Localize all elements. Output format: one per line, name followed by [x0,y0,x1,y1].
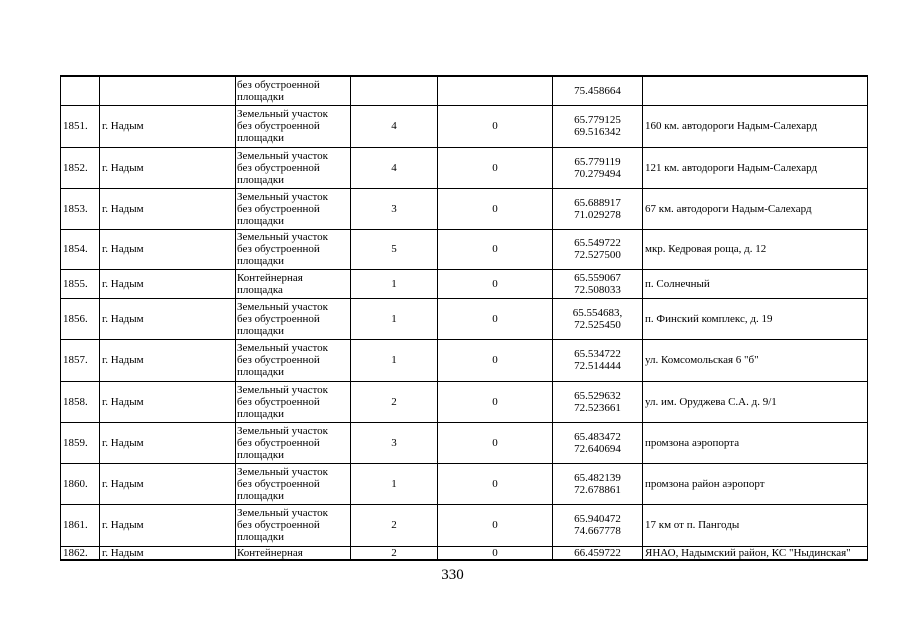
cell-containers: 4 [351,147,438,188]
cell-line: 65.940472 [574,513,621,525]
table-row [61,105,868,147]
cell-city: г. Надым [100,147,236,188]
table-row [61,76,868,105]
cell-site-type [236,147,351,188]
cell-volume: 0 [438,339,553,381]
cell-line: 74.667778 [574,525,621,537]
cell-line: 72.525450 [574,318,621,331]
cell-site-type [236,188,351,229]
cell-line: Земельный участок [237,507,328,519]
cell-line: Контейнерная [237,271,303,284]
cell-city: г. Надым [100,298,236,339]
cell-line: 70.279494 [574,167,621,180]
cell-site-type [236,546,351,560]
cell-number: 1857. [61,339,100,381]
cell-line: без обустроенной [237,202,320,215]
cell-site-type [236,229,351,269]
cell-containers: 1 [351,463,438,504]
cell-line: без обустроенной [237,354,320,366]
cell-coordinates [553,269,643,298]
cell-line: 65.549722 [574,237,621,249]
cell-line: 65.483472 [574,430,621,443]
cell-number: 1862. [61,546,100,560]
cell-volume: 0 [438,381,553,422]
table-row [61,269,868,298]
cell-containers: 2 [351,381,438,422]
cell-line: Контейнерная [237,546,303,559]
cell-address [643,76,868,105]
cell-line: без обустроенной [237,436,320,449]
cell-address: ул. им. Оруджева С.А. д. 9/1 [643,381,868,422]
cell-line: Земельный участок [237,149,328,162]
cell-address: ЯНАО, Надымский район, КС "Ныдинская" [643,546,868,560]
cell-containers: 4 [351,105,438,147]
cell-address: п. Финский комплекс, д. 19 [643,298,868,339]
cell-number: 1851. [61,105,100,147]
cell-volume: 0 [438,188,553,229]
cell-number: 1861. [61,504,100,546]
table-row [61,422,868,463]
cell-line: без обустроенной [237,78,320,91]
table-row [61,381,868,422]
cell-line: без обустроенной [237,312,320,325]
cell-line: без обустроенной [237,519,320,531]
cell-line: Земельный участок [237,190,328,203]
cell-coordinates [553,147,643,188]
cell-volume [438,76,553,105]
cell-line: 72.514444 [574,360,621,372]
cell-number: 1856. [61,298,100,339]
cell-line: 65.559067 [574,271,621,284]
cell-line: площадки [237,132,285,144]
cell-volume: 0 [438,298,553,339]
cell-city: г. Надым [100,463,236,504]
cell-city: г. Надым [100,229,236,269]
cell-coordinates [553,546,643,560]
cell-city: г. Надым [100,422,236,463]
cell-line: 65.688917 [574,196,621,209]
waste-sites-table [60,75,868,561]
cell-line: без обустроенной [237,243,320,255]
cell-coordinates [553,339,643,381]
cell-address: п. Солнечный [643,269,868,298]
table-row [61,229,868,269]
cell-line: площадки [237,324,285,337]
cell-line: 72.640694 [574,442,621,455]
cell-line: Земельный участок [237,231,328,243]
table-row [61,298,868,339]
cell-line: Земельный участок [237,424,328,437]
cell-address: 160 км. автодороги Надым-Салехард [643,105,868,147]
cell-coordinates [553,229,643,269]
table-row [61,147,868,188]
cell-line: 75.458664 [574,84,621,97]
cell-address: промзона аэропорта [643,422,868,463]
cell-line: 65.554683, [572,306,623,319]
cell-line: площадки [237,90,285,103]
cell-coordinates [553,422,643,463]
table-row [61,463,868,504]
cell-volume: 0 [438,105,553,147]
cell-number: 1859. [61,422,100,463]
cell-line: 65.482139 [574,471,621,484]
cell-line: площадки [237,366,285,378]
cell-volume: 0 [438,422,553,463]
cell-address: 67 км. автодороги Надым-Салехард [643,188,868,229]
cell-line: площадки [237,214,285,227]
cell-line: 65.779119 [574,155,621,168]
cell-volume: 0 [438,504,553,546]
cell-coordinates [553,105,643,147]
cell-number: 1860. [61,463,100,504]
cell-line: площадки [237,531,285,543]
cell-address: ул. Комсомольская 6 "б" [643,339,868,381]
cell-number: 1852. [61,147,100,188]
cell-line: 72.527500 [574,249,621,261]
cell-coordinates [553,463,643,504]
cell-line: 72.523661 [574,401,621,414]
cell-line: 65.534722 [574,348,621,360]
cell-site-type [236,339,351,381]
cell-containers: 1 [351,269,438,298]
cell-line: без обустроенной [237,395,320,408]
cell-site-type [236,105,351,147]
table-body [61,76,868,560]
cell-line: площадки [237,255,285,267]
cell-line: Земельный участок [237,108,328,120]
cell-site-type [236,422,351,463]
cell-line: Земельный участок [237,383,328,396]
cell-city: г. Надым [100,381,236,422]
cell-line: площадка [237,283,283,296]
cell-line: площадки [237,448,285,461]
cell-number [61,76,100,105]
cell-number: 1855. [61,269,100,298]
cell-containers: 1 [351,339,438,381]
cell-address: 121 км. автодороги Надым-Салехард [643,147,868,188]
cell-address: 17 км от п. Пангоды [643,504,868,546]
cell-containers: 2 [351,546,438,560]
cell-line: Земельный участок [237,342,328,354]
cell-line: 69.516342 [574,126,621,138]
cell-containers [351,76,438,105]
cell-address: мкр. Кедровая роща, д. 12 [643,229,868,269]
cell-city: г. Надым [100,504,236,546]
cell-coordinates [553,298,643,339]
cell-volume: 0 [438,463,553,504]
cell-site-type [236,76,351,105]
cell-line: без обустроенной [237,477,320,490]
cell-line: площадки [237,407,285,420]
cell-containers: 2 [351,504,438,546]
cell-volume: 0 [438,546,553,560]
cell-line: 72.508033 [574,283,621,296]
cell-city: г. Надым [100,269,236,298]
table-row [61,546,868,560]
cell-volume: 0 [438,229,553,269]
cell-coordinates [553,504,643,546]
table-row [61,504,868,546]
table-row [61,339,868,381]
cell-line: 66.459722 [574,546,621,559]
cell-city: г. Надым [100,339,236,381]
cell-line: без обустроенной [237,120,320,132]
table-row [61,188,868,229]
cell-line: Земельный участок [237,465,328,478]
cell-coordinates [553,381,643,422]
cell-volume: 0 [438,147,553,188]
cell-site-type [236,269,351,298]
cell-site-type [236,463,351,504]
cell-line: Земельный участок [237,300,328,313]
cell-number: 1854. [61,229,100,269]
cell-line: 71.029278 [574,208,621,221]
cell-city: г. Надым [100,546,236,560]
cell-line: площадки [237,173,285,186]
cell-containers: 3 [351,422,438,463]
cell-coordinates [553,188,643,229]
cell-number: 1858. [61,381,100,422]
cell-number: 1853. [61,188,100,229]
cell-coordinates [553,76,643,105]
cell-city [100,76,236,105]
cell-containers: 3 [351,188,438,229]
cell-line: без обустроенной [237,161,320,174]
cell-containers: 5 [351,229,438,269]
cell-site-type [236,381,351,422]
cell-containers: 1 [351,298,438,339]
cell-line: 72.678861 [574,483,621,496]
cell-city: г. Надым [100,105,236,147]
cell-city: г. Надым [100,188,236,229]
cell-volume: 0 [438,269,553,298]
cell-line: 65.779125 [574,114,621,126]
cell-site-type [236,504,351,546]
cell-site-type [236,298,351,339]
page-number: 330 [441,567,464,583]
cell-line: площадки [237,489,285,502]
cell-line: 65.529632 [574,389,621,402]
cell-address: промзона район аэропорт [643,463,868,504]
